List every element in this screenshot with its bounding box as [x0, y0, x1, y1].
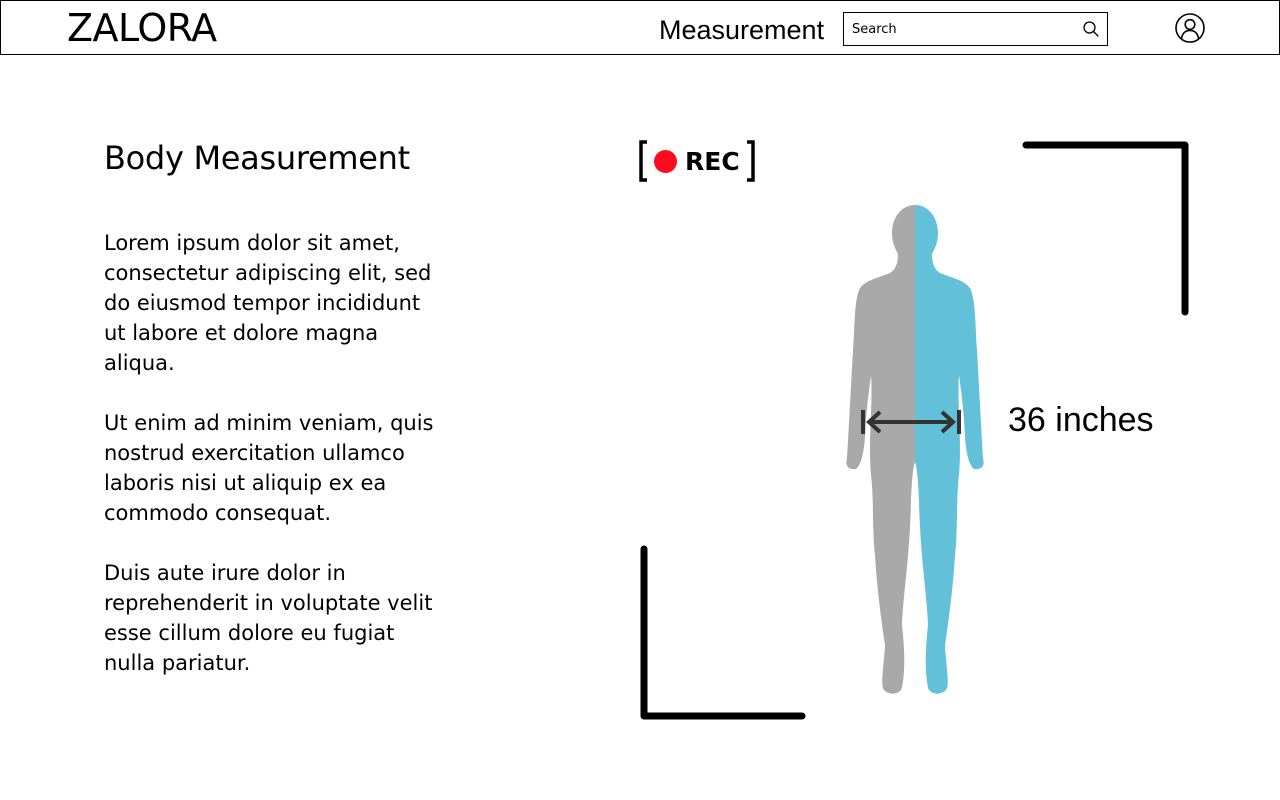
body-silhouette	[840, 200, 990, 700]
search-icon[interactable]	[1082, 20, 1100, 38]
paragraph-1: Lorem ipsum dolor sit amet, consectetur adipiscing elit, sed do eiusmod tempor incididunt ut labore et dolore magna aliqua.	[104, 231, 432, 375]
search-input[interactable]	[844, 13, 1082, 45]
user-account-icon[interactable]	[1174, 12, 1206, 44]
rec-label: REC	[685, 147, 740, 176]
paragraph-2: Ut enim ad minim veniam, quis nostrud exercitation ullamco laboris nisi ut aliquip ex ea commodo consequat.	[104, 411, 434, 525]
measurement-value: 36 inches	[1008, 401, 1154, 439]
measurement-arrow-icon	[858, 404, 968, 440]
left-bracket-icon	[638, 140, 648, 182]
zalora-logo[interactable]: ZALORA	[67, 6, 217, 50]
record-dot-icon	[654, 150, 677, 173]
viewfinder-corner-top-right	[1020, 138, 1196, 320]
body-right-half	[846, 205, 983, 694]
description-text	[104, 228, 434, 708]
top-nav-bar	[0, 0, 1280, 55]
recording-indicator	[636, 140, 762, 184]
page-title: Body Measurement	[104, 139, 410, 177]
right-bracket-icon	[746, 140, 756, 182]
search-box[interactable]	[843, 12, 1108, 46]
paragraph-3: Duis aute irure dolor in reprehenderit in voluptate velit esse cillum dolore eu fugiat nulla pariatur.	[104, 561, 433, 675]
viewfinder-corner-bottom-left	[636, 542, 812, 724]
nav-title-measurement[interactable]: Measurement	[659, 15, 825, 45]
